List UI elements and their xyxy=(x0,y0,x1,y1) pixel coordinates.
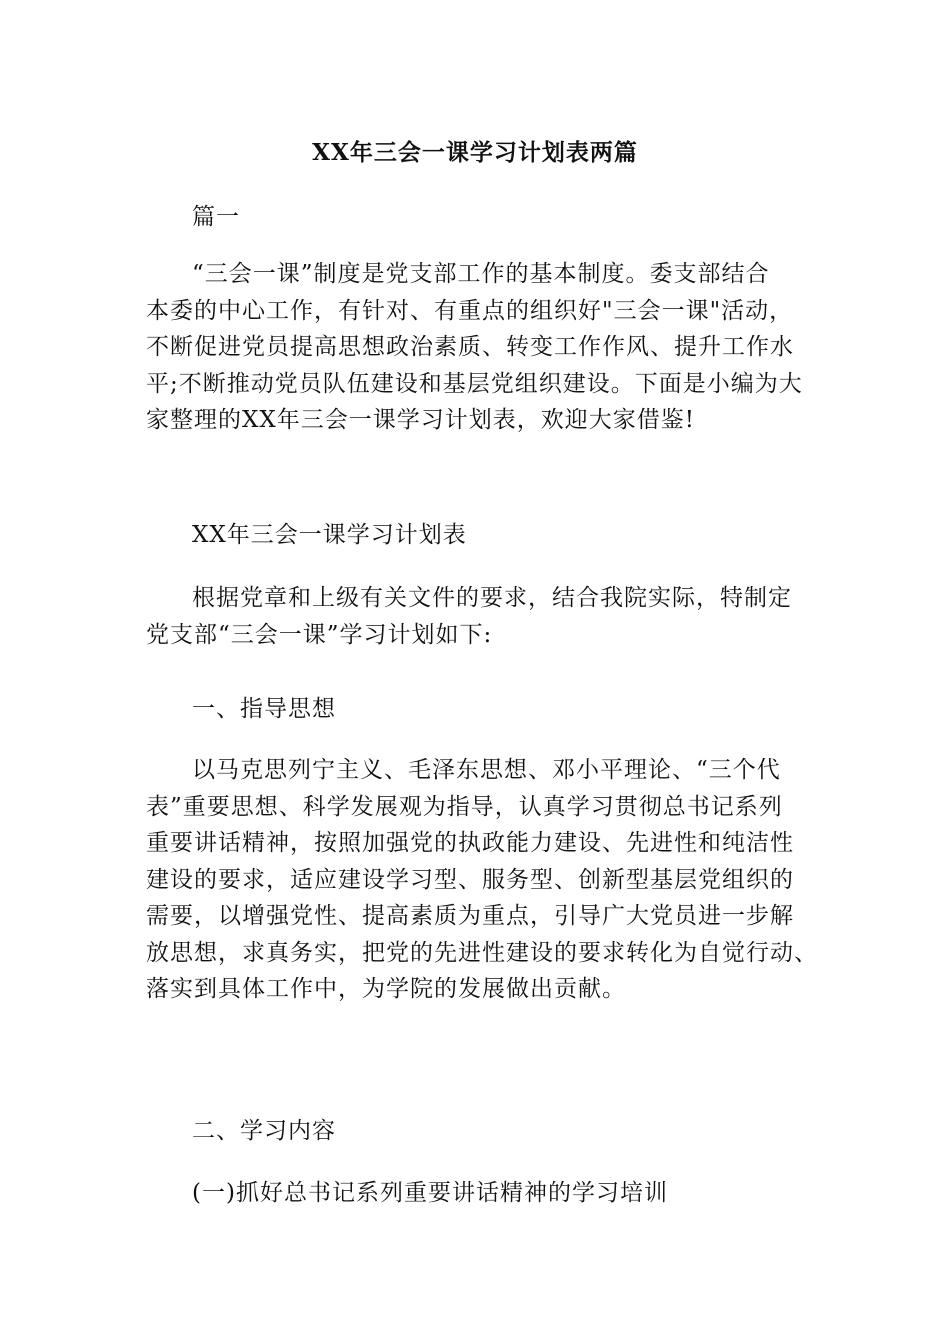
document-title: XX年三会一课学习计划表两篇 xyxy=(312,139,638,166)
guiding-line: 需要，以增强党性、提高素质为重点，引导广大党员进一步解 xyxy=(146,903,794,929)
heading-guiding-ideology: 一、指导思想 xyxy=(192,696,336,722)
intro-line: 不断促进党员提高思想政治素质、转变工作作风、提升工作水 xyxy=(146,334,794,360)
basis-paragraph xyxy=(146,580,810,653)
intro-line: 本委的中心工作，有针对、有重点的组织好"三会一课"活动， xyxy=(146,297,794,324)
guiding-line: 重要讲话精神，按照加强党的执政能力建设、先进性和纯洁性 xyxy=(146,830,794,856)
intro-line: 平;不断推动党员队伍建设和基层党组织建设。下面是小编为大 xyxy=(146,370,803,397)
intro-paragraph xyxy=(146,256,810,439)
guiding-line: 放思想，求真务实，把党的先进性建设的要求转化为自觉行动、 xyxy=(146,939,818,966)
heading-study-content: 二、学习内容 xyxy=(192,1118,336,1144)
section-label: 篇一 xyxy=(192,204,240,230)
section-subtitle: XX年三会一课学习计划表 xyxy=(192,522,467,548)
guiding-line: 表”重要思想、科学发展观为指导，认真学习贯彻总书记系列 xyxy=(146,793,783,820)
study-item-1: (一)抓好总书记系列重要讲话精神的学习培训 xyxy=(192,1180,668,1206)
guiding-line: 建设的要求，适应建设学习型、服务型、创新型基层党组织的 xyxy=(146,866,794,893)
intro-line: 家整理的XX年三会一课学习计划表，欢迎大家借鉴! xyxy=(146,407,695,433)
guiding-line: 落实到具体工作中，为学院的发展做出贡献。 xyxy=(146,976,626,1002)
basis-line: 党支部“三会一课”学习计划如下: xyxy=(146,621,493,648)
guiding-paragraph xyxy=(146,752,818,1008)
intro-line: “三会一课”制度是党支部工作的基本制度。委支部结合 xyxy=(192,261,770,287)
guiding-line: 以马克思列宁主义、毛泽东思想、邓小平理论、“三个代 xyxy=(192,757,781,783)
basis-line: 根据党章和上级有关文件的要求，结合我院实际，特制定 xyxy=(192,585,792,611)
